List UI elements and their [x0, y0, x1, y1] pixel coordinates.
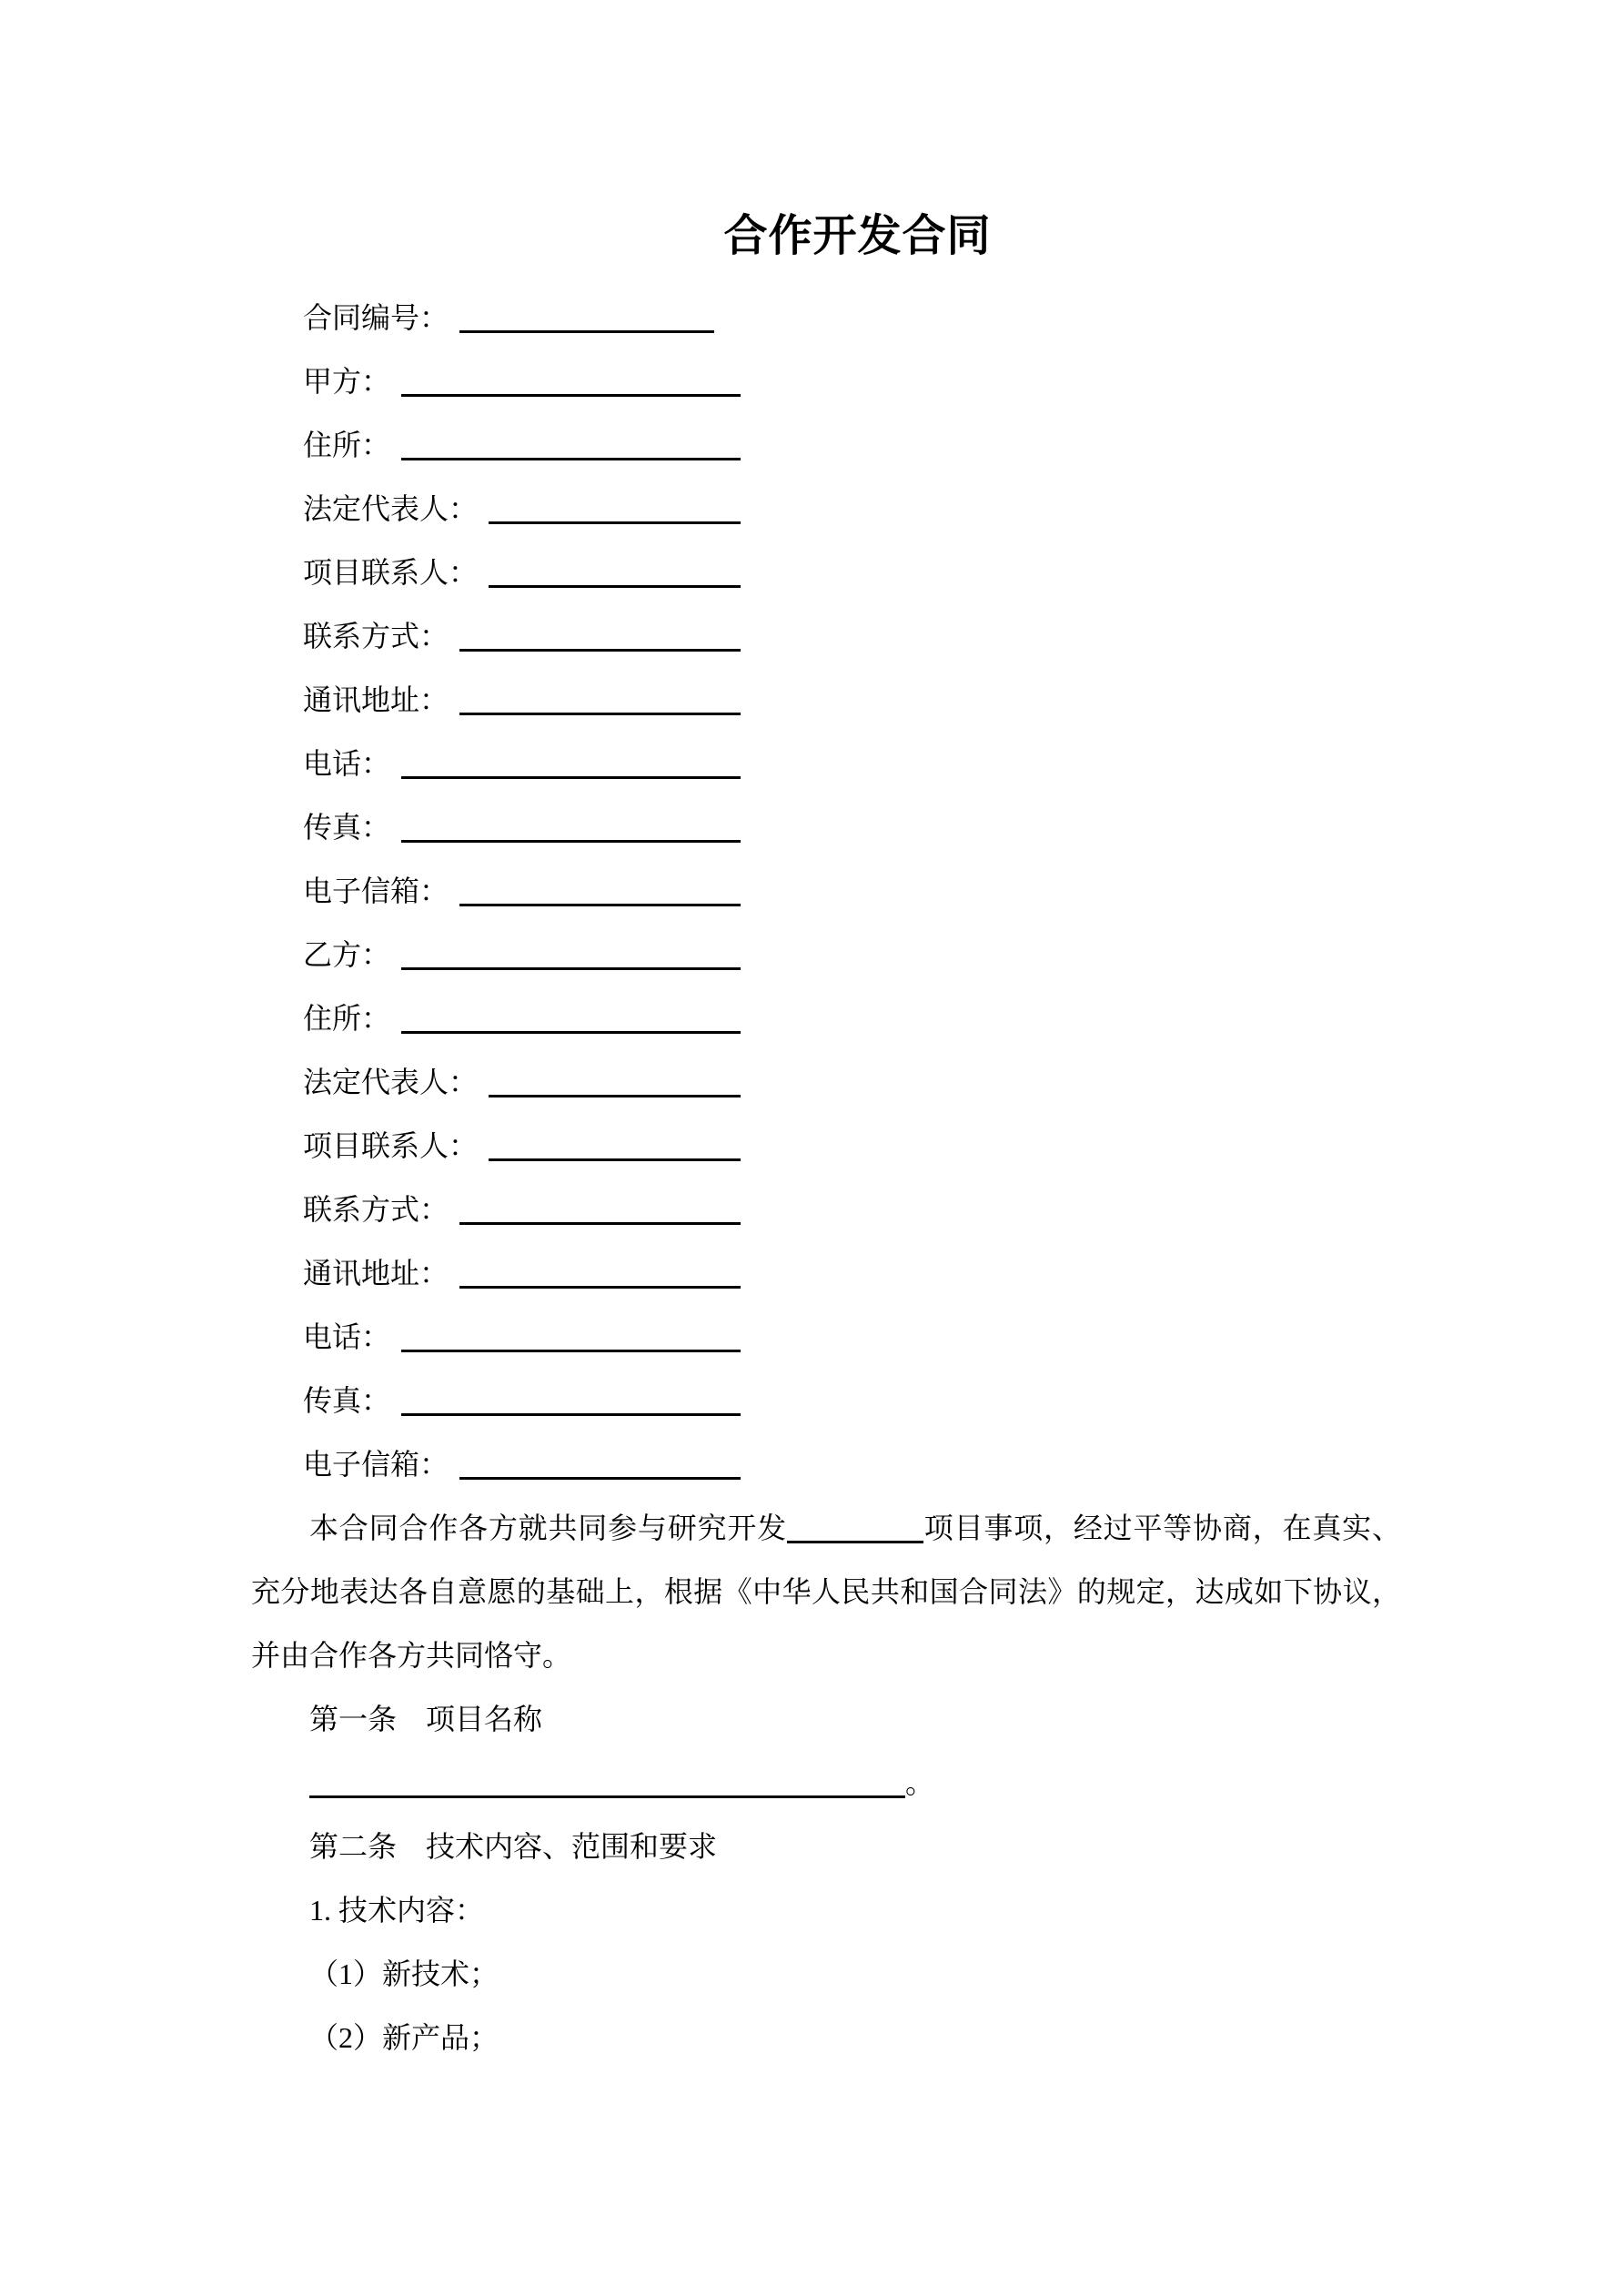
field-blank-line[interactable]	[459, 649, 741, 652]
field-label: 电子信箱：	[303, 1448, 449, 1481]
party-fields	[303, 286, 1624, 1496]
field-row	[303, 413, 741, 477]
field-blank-line[interactable]	[459, 904, 741, 906]
field-label: 传真：	[303, 1384, 391, 1417]
field-row	[303, 668, 741, 732]
field-label: 项目联系人：	[303, 556, 479, 589]
field-blank-line[interactable]	[489, 1095, 741, 1097]
field-blank-line[interactable]	[401, 1413, 741, 1416]
field-blank-line[interactable]	[459, 713, 741, 715]
field-label: 传真：	[303, 811, 391, 844]
document-title: 合作开发合同	[723, 212, 992, 260]
field-blank-line[interactable]	[489, 585, 741, 588]
article-1-answer-line	[251, 1751, 1401, 1815]
field-label: 住所：	[303, 429, 391, 461]
field-label: 电话：	[303, 747, 391, 780]
field-label: 项目联系人：	[303, 1129, 479, 1162]
article-1-heading: 第一条 项目名称	[309, 1703, 543, 1735]
field-row	[303, 1305, 741, 1369]
field-blank-line[interactable]	[401, 394, 741, 397]
preamble-text-after: 项目事项，经过平等协商，在真实、充分地表达各自意愿的基础上，根据《中华人民共和国合同法》的规定，达成如下协议，并由合作各方共同恪守。	[251, 1512, 1401, 1672]
field-row	[303, 1178, 741, 1241]
field-row	[303, 541, 741, 604]
field-row	[303, 1241, 741, 1305]
field-blank-line[interactable]	[459, 330, 714, 333]
field-label: 电话：	[303, 1320, 391, 1353]
field-row	[303, 859, 741, 923]
field-blank-line[interactable]	[401, 776, 741, 779]
field-row	[303, 923, 741, 986]
field-row	[303, 732, 741, 795]
field-label: 通讯地址：	[303, 1257, 449, 1290]
field-label: 联系方式：	[303, 1193, 449, 1226]
field-label: 联系方式：	[303, 620, 449, 652]
field-blank-line[interactable]	[401, 840, 741, 843]
field-label: 法定代表人：	[303, 1066, 479, 1098]
field-row	[303, 604, 741, 668]
field-row	[303, 986, 741, 1050]
field-blank-line[interactable]	[401, 1031, 741, 1034]
field-row	[303, 1114, 741, 1178]
field-row	[303, 1432, 741, 1496]
field-label: 通讯地址：	[303, 683, 449, 716]
field-row	[303, 286, 714, 349]
article-1-answer-blank[interactable]	[309, 1795, 905, 1798]
field-blank-line[interactable]	[459, 1286, 741, 1289]
field-label: 合同编号：	[303, 301, 449, 334]
field-label: 住所：	[303, 1002, 391, 1035]
field-blank-line[interactable]	[489, 1158, 741, 1161]
field-blank-line[interactable]	[459, 1477, 741, 1480]
field-row	[303, 349, 741, 413]
article-2-item-new-technology: （1）新技术；	[309, 1957, 499, 1990]
field-row	[303, 795, 741, 859]
field-row	[303, 477, 741, 541]
field-blank-line[interactable]	[401, 458, 741, 460]
field-blank-line[interactable]	[401, 967, 741, 970]
article-2-heading: 第二条 技术内容、范围和要求	[309, 1830, 718, 1863]
project-name-blank[interactable]	[787, 1541, 923, 1543]
article-2-item-new-product: （2）新产品；	[309, 2021, 499, 2054]
preamble-paragraph	[251, 1496, 1401, 1687]
field-blank-line[interactable]	[459, 1222, 741, 1225]
field-blank-line[interactable]	[401, 1350, 741, 1352]
preamble-text-before: 本合同合作各方就共同参与研究开发	[309, 1512, 787, 1544]
field-label: 法定代表人：	[303, 492, 479, 525]
field-label: 电子信箱：	[303, 875, 449, 907]
field-label: 甲方：	[303, 365, 391, 398]
field-row	[303, 1369, 741, 1432]
article-2-item-tech-content: 1. 技术内容：	[309, 1894, 485, 1927]
field-blank-line[interactable]	[489, 521, 741, 524]
field-label: 乙方：	[303, 938, 391, 971]
field-row	[303, 1050, 741, 1114]
article-1-answer-suffix: 。	[905, 1766, 935, 1799]
